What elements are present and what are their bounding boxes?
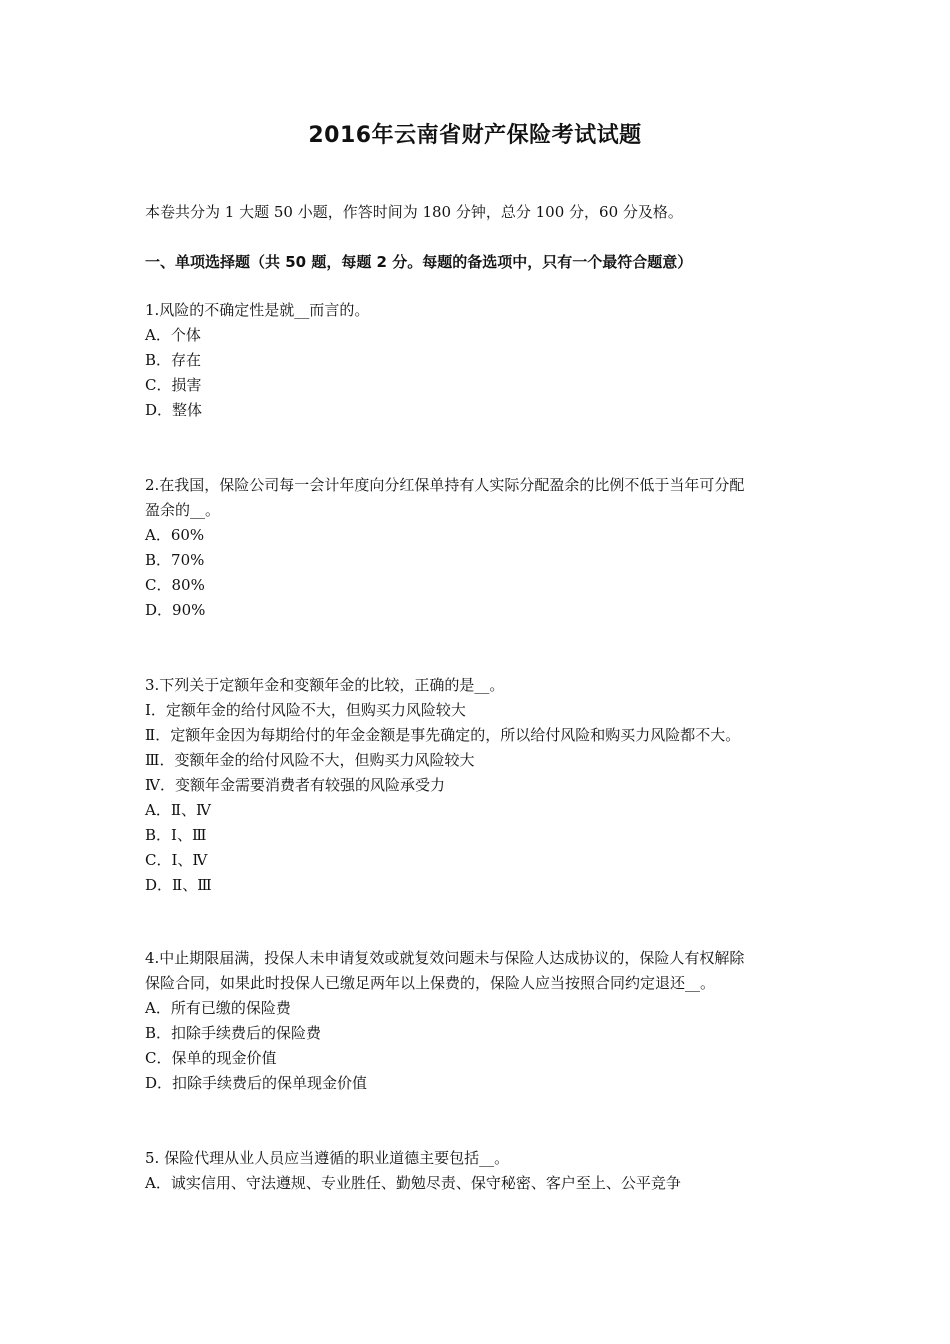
statement-3: Ⅲ．变额年金的给付风险不大，但购买力风险较大 (145, 751, 475, 769)
question-5 (145, 1146, 825, 1196)
option-a: A．个体 (145, 326, 201, 344)
option-b: B．70% (145, 551, 205, 569)
option-d: D．90% (145, 601, 206, 619)
statement-1: Ⅰ．定额年金的给付风险不大，但购买力风险较大 (145, 701, 466, 719)
option-c: C．保单的现金价值 (145, 1049, 277, 1067)
option-a: A．60% (145, 526, 205, 544)
option-b: B．Ⅰ、Ⅲ (145, 826, 207, 844)
question-stem-cont: 保险合同，如果此时投保人已缴足两年以上保费的，保险人应当按照合同约定退还__。 (145, 974, 716, 992)
statement-2: Ⅱ．定额年金因为每期给付的年金金额是事先确定的，所以给付风险和购买力风险都不大。 (145, 726, 741, 744)
page-title: 2016年云南省财产保险考试试题 (308, 123, 642, 148)
option-a: A．所有已缴的保险费 (145, 999, 291, 1017)
question-stem: 2.在我国，保险公司每一会计年度向分红保单持有人实际分配盈余的比例不低于当年可分配 (145, 476, 745, 494)
question-2 (145, 473, 825, 623)
question-stem: 5. 保险代理从业人员应当遵循的职业道德主要包括__。 (145, 1149, 510, 1167)
exam-intro: 本卷共分为 1 大题 50 小题，作答时间为 180 分钟，总分 100 分，60 分及格。 (145, 203, 683, 221)
question-stem: 3.下列关于定额年金和变额年金的比较，正确的是__。 (145, 676, 505, 694)
question-3 (145, 673, 825, 898)
option-b: B．存在 (145, 351, 202, 369)
question-stem-cont: 盈余的__。 (145, 501, 221, 519)
option-a: A．诚实信用、守法遵规、专业胜任、勤勉尽责、保守秘密、客户至上、公平竞争 (145, 1174, 681, 1192)
option-c: C．80% (145, 576, 205, 594)
question-stem: 1.风险的不确定性是就__而言的。 (145, 301, 370, 319)
option-c: C．Ⅰ、Ⅳ (145, 851, 208, 869)
question-1 (145, 298, 825, 423)
option-d: D．Ⅱ、Ⅲ (145, 876, 212, 894)
question-4 (145, 946, 825, 1096)
option-d: D．扣除手续费后的保单现金价值 (145, 1074, 368, 1092)
option-c: C．损害 (145, 376, 202, 394)
option-b: B．扣除手续费后的保险费 (145, 1024, 322, 1042)
statement-4: Ⅳ．变额年金需要消费者有较强的风险承受力 (145, 776, 445, 794)
option-a: A．Ⅱ、Ⅳ (145, 801, 212, 819)
option-d: D．整体 (145, 401, 203, 419)
section-heading: 一、单项选择题（共 50 题，每题 2 分。每题的备选项中，只有一个最符合题意） (145, 253, 693, 271)
question-stem: 4.中止期限届满，投保人未申请复效或就复效问题未与保险人达成协议的，保险人有权解除 (145, 949, 745, 967)
